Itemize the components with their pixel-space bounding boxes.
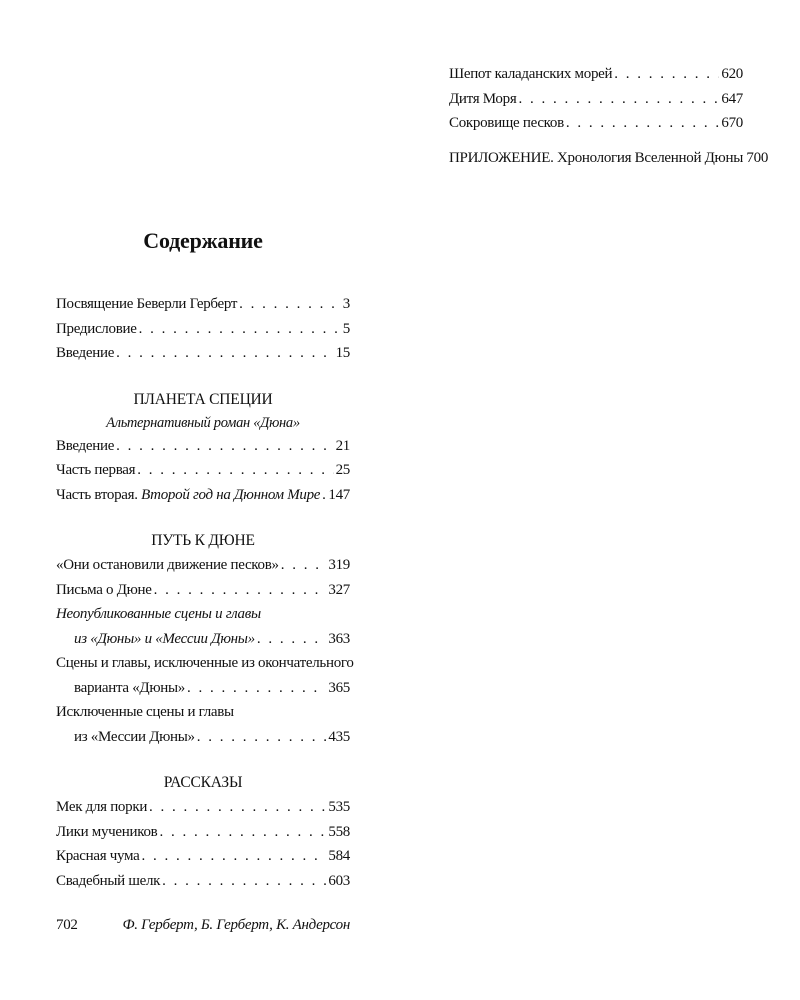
toc-entry-label: Часть первая	[56, 462, 136, 478]
toc-entry-page: 5	[342, 320, 350, 337]
toc-entry	[56, 553, 350, 578]
toc-entry-label-line2: варианта «Дюны»	[74, 679, 185, 696]
page-number: 702	[56, 917, 78, 933]
toc-entry-label	[56, 483, 320, 508]
toc-leader-dots	[116, 434, 334, 459]
toc-entry-page: 3	[342, 296, 350, 312]
toc-leader-dots	[159, 820, 326, 845]
toc-entry	[56, 869, 350, 894]
toc-entry-page: 603	[328, 872, 350, 889]
toc-entry	[449, 87, 743, 112]
toc-leader-dots	[518, 87, 719, 112]
toc-leader-dots	[139, 317, 341, 342]
toc-leader-dots	[154, 578, 327, 603]
toc-entry-page: 620	[721, 66, 743, 82]
toc-entry-page: 147	[328, 486, 350, 503]
toc-entry	[56, 627, 350, 652]
toc-entry-page: 435	[328, 728, 350, 745]
toc-entry	[56, 820, 350, 845]
toc-entry-label: Сокровище песков	[449, 115, 564, 131]
page-footer	[56, 917, 350, 934]
toc-leader-dots	[162, 869, 326, 894]
toc-leader-dots	[149, 795, 326, 820]
section-heading: РАССКАЗЫ	[163, 774, 243, 791]
toc-entry-label-line1: Исключенные сцены и главы	[56, 704, 234, 720]
toc-entry-label: Лики мучеников	[56, 823, 158, 840]
toc-entry	[56, 483, 350, 508]
toc-entry	[56, 795, 350, 820]
toc-entry	[449, 111, 743, 136]
toc-entry-page: 21	[335, 437, 350, 454]
toc-leader-dots	[281, 553, 327, 578]
toc-leader-dots	[614, 62, 719, 87]
toc-entry-page: 584	[328, 848, 350, 864]
toc-entry	[56, 317, 350, 342]
toc-left-column	[56, 228, 354, 893]
toc-entry-label-line2: из «Мессии Дюны»	[74, 728, 195, 745]
toc-entry-page: 558	[328, 823, 350, 840]
toc-entry-label: Шепот каладанских морей	[449, 66, 613, 82]
toc-entry-label: Свадебный шелк	[56, 872, 161, 889]
toc-entry-label-line1: Неопубликованные сцены и главы	[56, 606, 261, 622]
toc-entry-label: Красная чума	[56, 848, 140, 864]
toc-leader-dots	[141, 844, 326, 869]
toc-entry	[56, 844, 350, 869]
toc-entry-page: 535	[328, 799, 350, 815]
toc-entry-label-line2: из «Дюны» и «Мессии Дюны»	[74, 630, 255, 647]
toc-entry-page: 670	[721, 115, 743, 131]
toc-entry-label: Введение	[56, 437, 115, 454]
toc-entry	[56, 434, 350, 459]
toc-entry	[449, 62, 743, 87]
toc-entry-page: 15	[335, 345, 350, 361]
toc-entry-label: Предисловие	[56, 320, 137, 337]
toc-entry-label: Мек для порки	[56, 799, 148, 815]
running-footer-authors: Ф. Герберт, Б. Герберт, К. Андерсон	[122, 917, 350, 933]
toc-leader-dots	[197, 725, 327, 750]
toc-entry	[56, 676, 350, 701]
toc-entry-label: Дитя Моря	[449, 90, 517, 107]
toc-appendix: ПРИЛОЖЕНИЕ. Хронология Вселенной Дюны 700	[449, 149, 769, 166]
toc-entry-label: «Они остановили движение песков»	[56, 557, 279, 573]
toc-entry-page: 365	[328, 679, 350, 696]
toc-entry-label-italic: Второй год на Дюнном Мире	[141, 486, 321, 503]
toc-entry	[56, 578, 350, 603]
toc-entry-page: 647	[721, 90, 743, 107]
toc-leader-dots	[137, 458, 333, 483]
toc-entry-page: 319	[328, 557, 350, 573]
toc-right-column	[449, 62, 769, 170]
toc-title: Содержание	[143, 228, 263, 253]
toc-entry-label: Письма о Дюне	[56, 581, 152, 598]
toc-entry-label-part: Часть вторая.	[56, 486, 142, 503]
toc-entry	[56, 458, 350, 483]
toc-entry-label-line1: Сцены и главы, исключенные из окончательного	[56, 655, 354, 671]
section-heading: ПУТЬ К ДЮНЕ	[151, 532, 255, 549]
toc-leader-dots	[566, 111, 720, 136]
toc-entry-page: 363	[328, 630, 350, 647]
section-subtitle: Альтернативный роман «Дюна»	[106, 414, 300, 431]
toc-leader-dots	[257, 627, 327, 652]
toc-leader-dots	[187, 676, 326, 701]
toc-leader-dots	[239, 292, 341, 317]
toc-entry	[56, 292, 350, 317]
toc-entry-page: 25	[335, 462, 350, 478]
toc-entry-label: Введение	[56, 345, 115, 361]
toc-entry-label: Посвящение Беверли Герберт	[56, 296, 238, 312]
toc-leader-dots	[116, 341, 334, 366]
toc-entry-page: 327	[328, 581, 350, 598]
toc-leader-dots	[322, 483, 326, 508]
section-heading: ПЛАНЕТА СПЕЦИИ	[133, 390, 273, 408]
toc-entry	[56, 341, 350, 366]
toc-entry	[56, 725, 350, 750]
